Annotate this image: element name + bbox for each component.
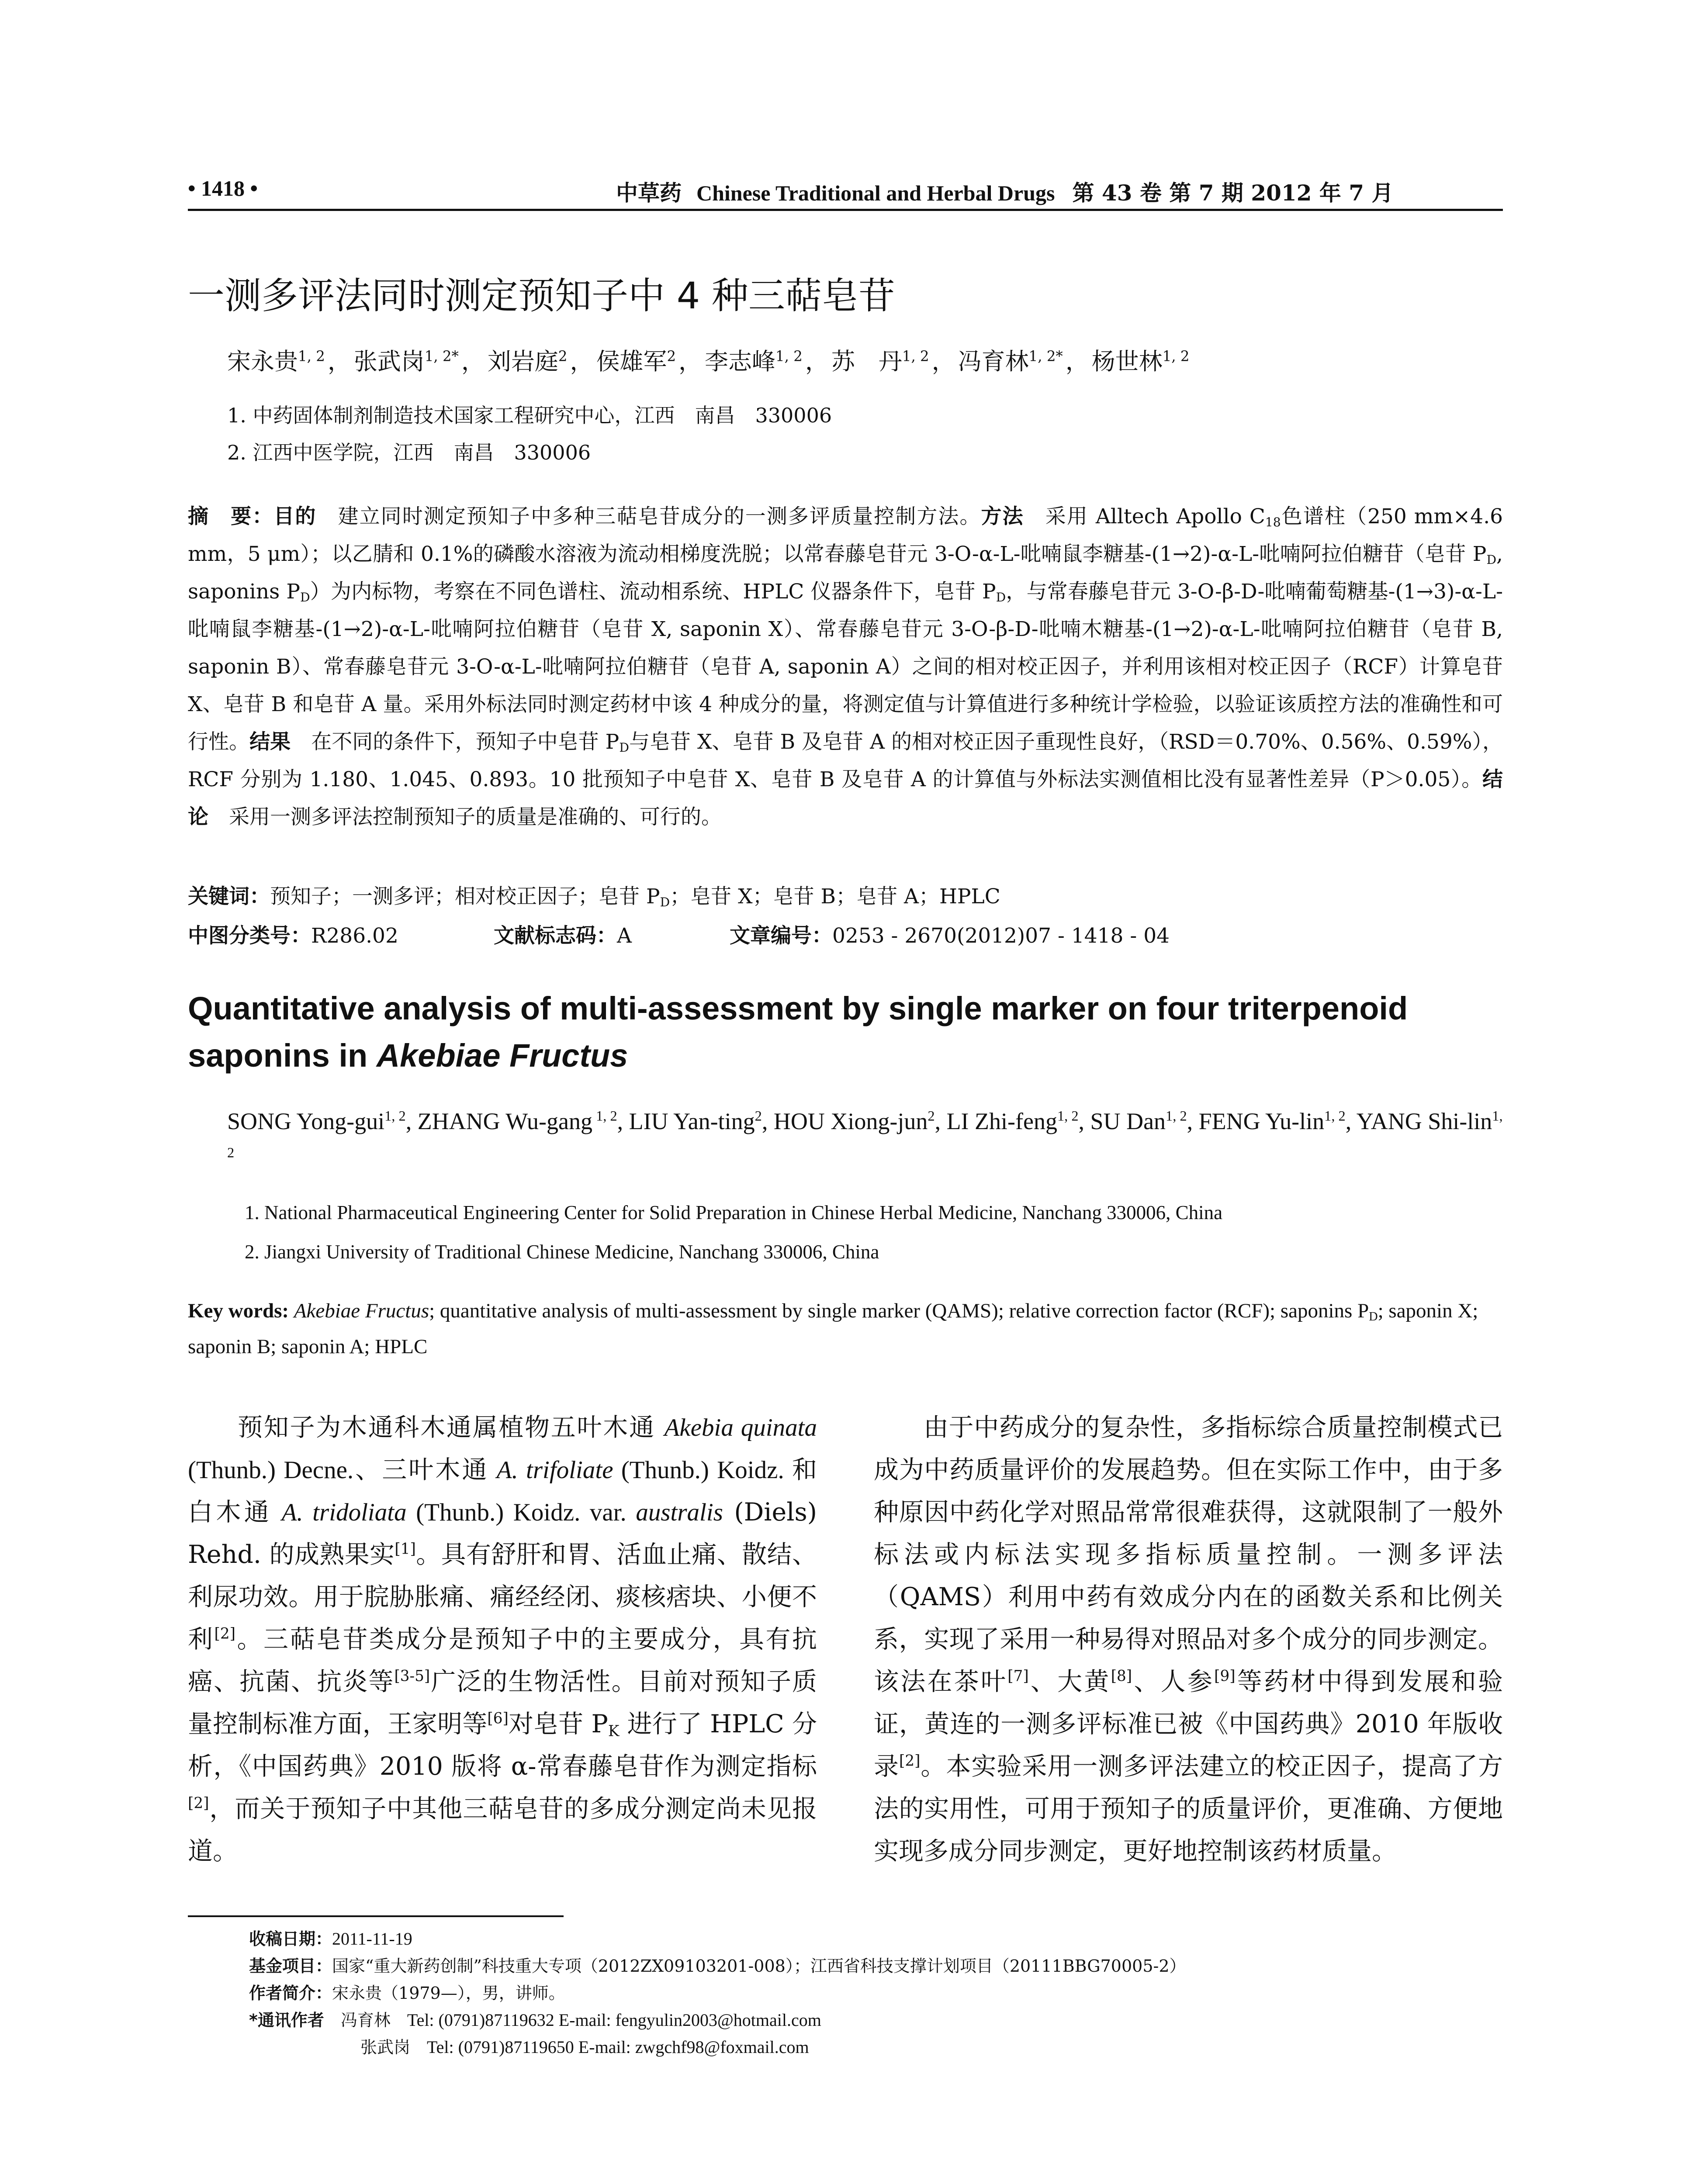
running-header (188, 176, 1503, 206)
cn-author: 宋永贵$^{1, 2}$ (227, 348, 325, 375)
cn-author: 苏 丹$^{1, 2}$ (831, 348, 929, 375)
citation: [2] (899, 1752, 921, 1770)
cn-author: 杨世林$^{1, 2}$ (1091, 348, 1190, 375)
en-author: LI Zhi-feng$^{1, 2}$ (946, 1108, 1079, 1134)
conclusion-label: 结论 (188, 767, 1503, 829)
body-column-left: 预知子为木通科木通属植物五叶木通 Akebia quinata (Thunb.) Decne.、三叶木通 A. trifoliate (Thunb.) Koidz. 和白木通 A. tridoliata (Thunb.) Koidz. var. australis (Diels) Rehd. 的成熟果实[1]。具有舒肝和胃、活血止痛、散结、利尿功效。用于脘胁胀痛、痛经经闭、痰核痞块、小便不利[2]。三萜皂苷类成分是预知子中的主要成分，具有抗癌、抗菌、抗炎等[3-5]广泛的生物活性。目前对预知子质量控制标准方面，王家明等[6]对皂苷 $P_K$ 进行了 HPLC 分析，《中国药典》2010 版将 α-常春藤皂苷作为测定指标[2]，而关于预知子中其他三萜皂苷的多成分测定尚未见报道。 (188, 1413, 817, 1866)
en-author: ZHANG Wu-gang $^{1, 2}$ (417, 1108, 617, 1134)
citation: [2] (214, 1625, 235, 1643)
body-column-right: 由于中药成分的复杂性，多指标综合质量控制模式已成为中药质量评价的发展趋势。但在实际工作中，由于多种原因中药化学对照品常常很难获得，这就限制了一般外标法或内标法实现多指标质量控制。一测多评法（QAMS）利用中药有效成分内在的函数关系和比例关系，实现了采用一种易得对照品对多个成分的同步测定。该法在茶叶[7]、大黄[8]、人参[9]等药材中得到发展和验证，黄连的一测多评标准已被《中国药典》2010 年版收录[2]。本实验采用一测多评法建立的校正因子，提高了方法的实用性，可用于预知子的质量评价，更准确、方便地实现多成分同步测定，更好地控制该药材质量。 (874, 1413, 1503, 1866)
article-number: 文章编号：0253 - 2670(2012)07 - 1418 - 04 (730, 924, 1170, 948)
cn-author: 侯雄军$^2$ (596, 348, 676, 375)
objective-label: 目的 (273, 505, 317, 529)
citation: [9] (1214, 1667, 1236, 1685)
citation: [2] (188, 1794, 209, 1812)
cn-affiliation-1: 1. 中药固体制剂制造技术国家工程研究中心，江西 南昌 330006 (227, 404, 832, 427)
clc-number: 中图分类号：R286.02 (188, 924, 398, 948)
cn-abstract: 摘 要：目的 建立同时测定预知子中多种三萜皂苷成分的一测多评质量控制方法。方法 采用 Alltech Apollo $C_{18}$色谱柱（250 mm×4.6 mm，5 μm）；以乙腈和 0.1%的磷酸水溶液为流动相梯度洗脱；以常春藤皂苷元 3-O-α-L-吡喃鼠李糖基-(1→2)-α-L-吡喃阿拉伯糖苷（皂苷 $P_D$, saponins $P_D$）为内标物，考察在不同色谱柱、流动相系统、HPLC 仪器条件下，皂苷 $P_D$，与常春藤皂苷元 3-O-β-D-吡喃葡萄糖基-(1→3)-α-L-吡喃鼠李糖基-(1→2)-α-L-吡喃阿拉伯糖苷（皂苷 X, saponin X）、常春藤皂苷元 3-O-β-D-吡喃木糖基-(1→2)-α-L-吡喃阿拉伯糖苷（皂苷 B, saponin B）、常春藤皂苷元 3-O-α-L-吡喃阿拉伯糖苷（皂苷 A, saponin A）之间的相对校正因子，并利用该相对校正因子（RCF）计算皂苷 X、皂苷 B 和皂苷 A 量。采用外标法同时测定药材中该 4 种成分的量，将测定值与计算值进行多种统计学检验，以验证该质控方法的准确性和可行性。结果 在不同的条件下，预知子中皂苷 $P_D$与皂苷 X、皂苷 B 及皂苷 A 的相对校正因子重现性良好，（RSD＝0.70%、0.56%、0.59%），RCF 分别为 1.180、1.045、0.893。10 批预知子中皂苷 X、皂苷 B 及皂苷 A 的计算值与外标法实测值相比没有显著性差异（P＞0.05）。结论 采用一测多评法控制预知子的质量是准确的、可行的。 (188, 505, 1503, 829)
issue-info: 第 43 卷 第 7 期 2012 年 7 月 (1072, 180, 1394, 206)
cn-author: 冯育林$^{1, 2*}$ (958, 348, 1063, 375)
footnote-rule (188, 1915, 564, 1917)
cn-affiliation-2: 2. 江西中医学院，江西 南昌 330006 (227, 441, 591, 464)
cn-author: 张武岗$^{1, 2*}$ (353, 348, 459, 375)
en-keywords: Key words: Akebiae Fructus; quantitative analysis of multi-assessment by single marker (QAMS); relative correction factor (RCF); saponins $P_D$; saponin X; saponin B; saponin A; HPLC (188, 1299, 1478, 1358)
header-rule (188, 209, 1503, 211)
footnote-corresponding-2: 张武岗 Tel: (0791)87119650 E-mail: zwgchf98@foxmail.com (360, 2037, 809, 2057)
en-author: SONG Yong-gui$^{1, 2}$ (227, 1108, 406, 1134)
journal-name (616, 176, 1393, 207)
abstract-label: 摘 要： (188, 505, 274, 529)
footnote-fund: 基金项目：国家“重大新药创制”科技重大专项（2012ZX09103201-008）；江西省科技支撑计划项目（20111BBG70005-2） (249, 1956, 1186, 1976)
en-author: YANG Shi-lin$^{1, 2}$ (227, 1108, 1503, 1161)
en-author-list: SONG Yong-gui$^{1, 2}$, ZHANG Wu-gang $^{1, 2}$, LIU Yan-ting$^2$, HOU Xiong-jun$^2$, LI Zhi-feng$^{1, 2}$, SU Dan$^{1, 2}$, FENG Yu-lin$^{1, 2}$, YANG Shi-lin$^{1, 2}$ (227, 1103, 1503, 1176)
page-number: • 1418 • (188, 176, 258, 200)
citation: [8] (1111, 1667, 1132, 1685)
document-code: 文献标志码：A (494, 924, 632, 948)
en-affiliation-2: 2. Jiangxi University of Traditional Chinese Medicine, Nanchang 330006, China (245, 1241, 879, 1263)
journal-name-en: Chinese Traditional and Herbal Drugs (696, 181, 1055, 205)
en-author: LIU Yan-ting$^2$ (629, 1108, 762, 1134)
cn-author: 刘岩庭$^2$ (487, 348, 568, 375)
footnote-received: 收稿日期：2011-11-19 (249, 1929, 412, 1949)
cn-title: 一测多评法同时测定预知子中 4 种三萜皂苷 (188, 274, 895, 317)
en-affiliation-1: 1. National Pharmaceutical Engineering Center for Solid Preparation in Chinese Herbal Medicine, Nanchang 330006, China (245, 1202, 1223, 1223)
cn-author-list: 宋永贵$^{1, 2}$ ， 张武岗$^{1, 2*}$ ， 刘岩庭$^2$ ， 侯雄军$^2$ ， 李志峰$^{1, 2}$ ， 苏 丹$^{1, 2}$ ， 冯育林$^{1, 2*}$ ， 杨世林$^{1, 2}$ (227, 348, 1190, 375)
citation: [1] (395, 1540, 416, 1558)
journal-logo-cn: 中草药 (616, 180, 682, 206)
citation: [3-5] (394, 1667, 430, 1685)
result-label: 结果 (249, 730, 291, 754)
en-author: HOU Xiong-jun$^2$ (773, 1108, 935, 1134)
citation: [6] (487, 1710, 509, 1728)
en-author: FENG Yu-lin$^{1, 2}$ (1198, 1108, 1346, 1134)
citation: [7] (1007, 1667, 1029, 1685)
footnote-author: 作者简介：宋永贵（1979—），男，讲师。 (249, 1984, 565, 2003)
cn-keywords: 关键词：预知子；一测多评；相对校正因子；皂苷 $P_D$；皂苷 X；皂苷 B；皂苷 A；HPLC (188, 885, 1000, 910)
footnote-corresponding-1: *通讯作者 冯育林 Tel: (0791)87119632 E-mail: fengyulin2003@hotmail.com (249, 2010, 821, 2030)
en-title: Quantitative analysis of multi-assessment by single marker on four triterpenoid saponins in Akebiae Fructus (188, 990, 1408, 1074)
cn-author: 李志峰$^{1, 2}$ (705, 348, 803, 375)
method-label: 方法 (981, 505, 1024, 529)
en-author: SU Dan$^{1, 2}$ (1090, 1108, 1187, 1134)
